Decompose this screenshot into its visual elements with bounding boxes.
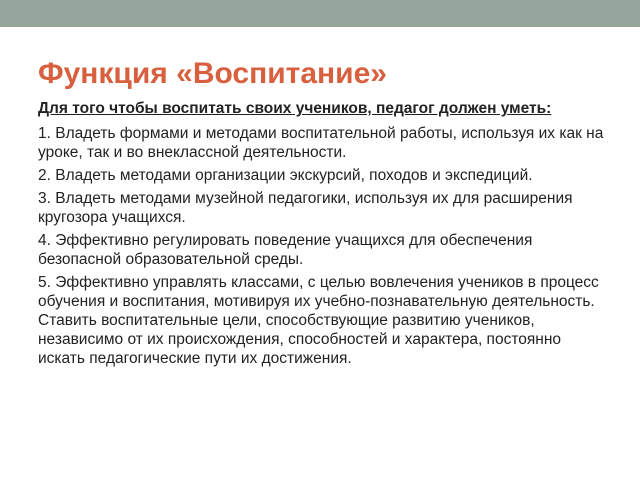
list-item-5: 5. Эффективно управлять классами, с целью вовлечения учеников в процесс обучения и воспитания, мотивируя их учебно-познавательную деятельность. Ставить воспитательные цели, способствующие развитию учеников, независимо от их происхождения, способностей и характера, постоянно искать педагогические пути их достижения. [38, 274, 599, 367]
intro-text: Для того чтобы воспитать своих учеников, педагог должен уметь: [38, 100, 552, 117]
slide [0, 27, 640, 480]
list-item-1: 1. Владеть формами и методами воспитательной работы, используя их как на уроке, так и во внеклассной деятельности. [38, 125, 604, 161]
slide-content [38, 99, 610, 372]
slide-title: Функция «Воспитание» [38, 57, 387, 90]
top-decorative-band [0, 0, 640, 27]
list-item-3: 3. Владеть методами музейной педагогики, используя их для расширения кругозора учащихся. [38, 190, 573, 226]
list-item-2: 2. Владеть методами организации экскурсий, походов и экспедиций. [38, 167, 533, 184]
list-item-4: 4. Эффективно регулировать поведение учащихся для обеспечения безопасной образовательной среды. [38, 232, 533, 268]
